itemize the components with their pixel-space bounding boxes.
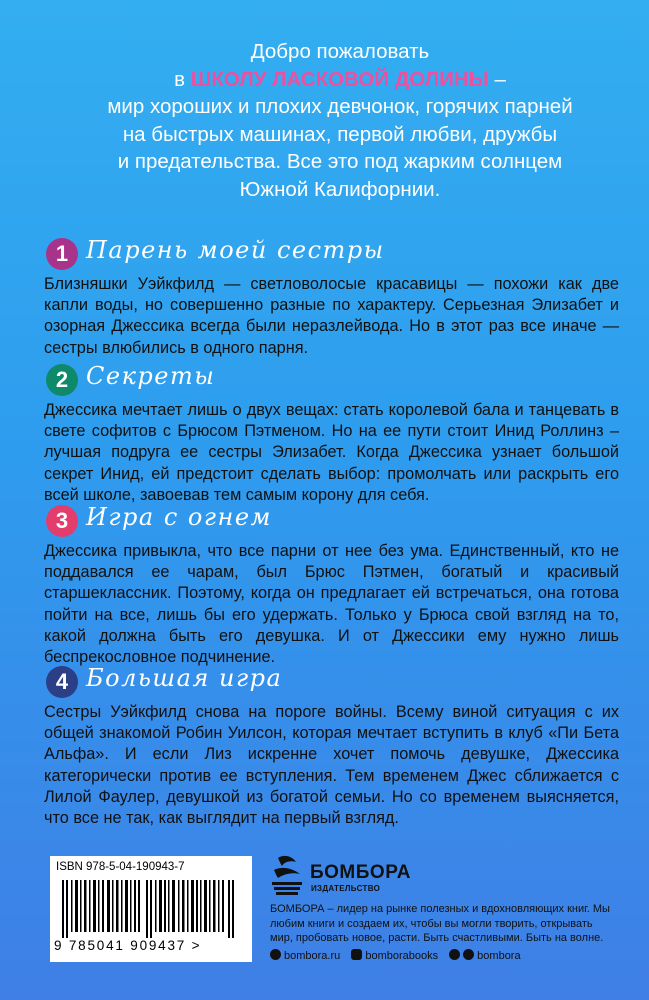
book-header: [44, 236, 619, 270]
globe-icon: [270, 949, 281, 960]
telegram-icon: [463, 949, 474, 960]
barcode-box: [50, 856, 252, 962]
intro-post: –: [488, 67, 506, 91]
book-title: Парень моей сестры: [86, 236, 385, 264]
ok-icon: [449, 949, 460, 960]
intro-pre: в: [174, 67, 191, 91]
book-description: Близняшки Уэйкфилд — светловолосые красавицы — похожи как две капли воды, но совершенно разные по характеру. Серьезная Элизабет и озорная Джессика всегда были неразлейвода. Но в этот раз все иначе — сестры влюбились в одного парня.: [44, 275, 619, 357]
publisher-subtitle: ИЗДАТЕЛЬСТВО: [311, 884, 381, 893]
bombora-logo-icon: [270, 854, 306, 898]
intro-line: мир хороших и плохих девчонок, горячих парней: [107, 95, 573, 118]
intro-line: [60, 66, 620, 94]
book-title: Игра с огнем: [86, 503, 272, 531]
intro-line: и предательства. Все это под жарким солнцем: [117, 150, 563, 173]
social-link[interactable]: [449, 949, 520, 962]
book-description: Джессика мечтает лишь о двух вещах: стать королевой бала и танцевать в свете софитов с Брюсом Пэтменом. Но на ее пути стоит Инид Роллинз – лучшая подруга ее сестры Элизабет. Когда Джессика узнает большой секрет Инид, ей предстоит сделать выбор: промолчать или раскрыть его всей школе, завоевав тем самым корону для себя.: [44, 401, 619, 504]
vk-icon: [351, 949, 362, 960]
publisher-socials: [270, 949, 529, 962]
book-title: Большая игра: [86, 664, 283, 692]
intro-line: Добро пожаловать: [250, 40, 430, 63]
book-number-badge: 1: [46, 238, 78, 270]
barcode-icon: [62, 880, 242, 938]
vk-link[interactable]: [351, 949, 438, 962]
website-text: bombora.ru: [284, 950, 341, 962]
book-title: Секреты: [86, 362, 216, 390]
vk-text: bomborabooks: [365, 950, 439, 962]
intro-line: Южной Калифорнии.: [239, 177, 441, 201]
social-text: bombora: [477, 950, 521, 962]
school-name-highlight: ШКОЛУ ЛАСКОВОЙ ДОЛИНЫ: [190, 67, 489, 91]
book-header: [44, 664, 619, 698]
book-header: [44, 362, 619, 396]
book-description: Джессика привыкла, что все парни от нее без ума. Единственный, кто не поддавался ее чарам, был Брюс Пэтмен, богатый и красивый старшеклассник. Поэтому, когда он предлагает ей встречаться, она готова пойти на все, лишь бы его удержать. Только у Брюса свой взгляд на то, какой должна быть его девушка. И от Джессики ему нужно лишь беспрекословное подчинение.: [44, 542, 619, 667]
isbn-label: ISBN 978-5-04-190943-7: [56, 861, 185, 873]
book-4: [44, 664, 619, 829]
book-header: [44, 503, 619, 537]
book-number-badge: 3: [46, 505, 78, 537]
book-description: Сестры Уэйкфилд снова на пороге войны. Всему виной ситуация с их общей знакомой Робин Уилсон, которая мечтает вступить в клуб «Пи Бета Альфа». И если Лиз искренне хочет помочь девушке, Джессика категорически против ее вступления. Тем временем Джес сближается с Лилой Фаулер, девушкой из богатой семьи. Но со временем выясняется, что все не так, как выглядит на первый взгляд.: [44, 703, 619, 828]
publisher-name: БОМБОРА: [310, 862, 411, 883]
publisher-description: БОМБОРА – лидер на рынке полезных и вдохновляющих книг. Мы любим книги и создаем их, чтобы вы могли творить, открывать мир, пробовать новое, расти. Быть счастливыми. Быть на волне.: [270, 903, 610, 944]
book-3: [44, 503, 619, 668]
book-1: [44, 236, 619, 359]
website-link[interactable]: [270, 949, 340, 962]
barcode-digits: 9 785041 909437 >: [54, 938, 202, 953]
intro-line: на быстрых машинах, первой любви, дружбы: [122, 122, 558, 146]
intro-text: [60, 38, 620, 203]
book-2: [44, 362, 619, 506]
book-number-badge: 4: [46, 666, 78, 698]
book-number-badge: 2: [46, 364, 78, 396]
